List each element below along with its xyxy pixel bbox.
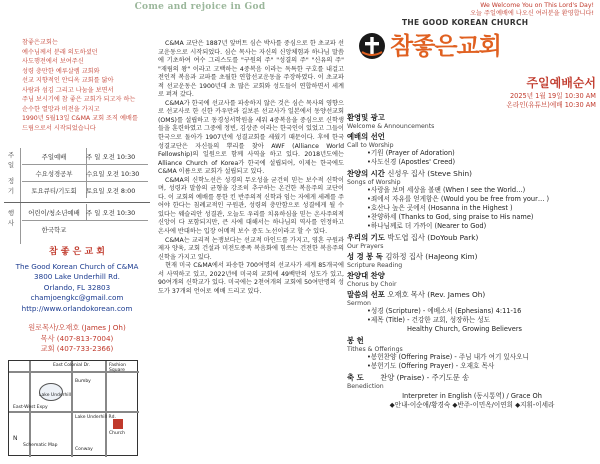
article-paragraph: C&MA가 한국에 선교사를 파송하지 않은 것은 심슨 목사의 영향으로 선교사로 한 신한 카우만과 길보른 선교사가 일본에서 동양선교회(OMS)를 설립하고 동경성서학원을 세워 4중복음을 중심으로 신학생들을 훈련하였고 그중에 정빈, 김상준 이라는 한국인이 있었고 그들이 한국으로 돌아가 1907년에 성결교회를 세웠기 때문이다. 후에 한국 성결교단은 자신들의 뿌리를 찾아 AWF (Alliance World Fellowship)의 일원으로 함께 사역을 하고 있다. 2018년도에는 Alliance Church of Korea가 한국에 설립되어, 이제는 한국에도 C&MA 이름으로 교회가 설립되고 있다. <box>158 99 344 176</box>
logo-church-english: THE GOOD KOREAN CHURCH <box>402 18 529 27</box>
order-english: Welcome & Announcements <box>347 123 435 130</box>
schedule-row <box>22 182 148 198</box>
order-item-sermon <box>347 290 597 334</box>
intro-line: 사도행전에서 보여주신 <box>22 58 84 65</box>
pastor-phone: 목사 (407-813-7004) <box>40 333 114 343</box>
order-heading <box>347 373 597 383</box>
intro-block <box>4 38 150 133</box>
intro-line: 사람과 섬김 그리고 나눔을 보면서 <box>22 86 114 94</box>
intro-line: 참좋은교회는 <box>22 39 58 46</box>
map-label: Church <box>109 431 125 436</box>
map-label: Bumby <box>75 379 91 384</box>
church-name-english: The Good Korean Church of C&MA <box>15 261 139 271</box>
map-label: Lake Underhill Rd. <box>75 415 116 420</box>
schedule-name: 수요성경공부 <box>35 169 73 178</box>
order-english: Tithes & Offerings <box>347 346 403 353</box>
intro-line: 선교 지향적인 안디옥 교회를 닮아 <box>22 77 114 84</box>
sermon-scripture: •성경 (Scripture) - 에베소서 (Ephesians) 4:11-16 <box>367 307 522 315</box>
map-label: N <box>13 435 18 442</box>
song-item: •죄에서 자유를 얻게함은 (Would you be free from your… ) <box>367 195 550 203</box>
intro-line: 1990년 5월13일 C&MA 교회 조직 예배를 <box>22 115 138 122</box>
order-heading-text: 찬양의 시간 <box>347 169 385 178</box>
service-online: 온라인(유튜브)예배 10:30 AM <box>506 101 596 109</box>
order-item-welcome <box>347 113 597 130</box>
church-name-korean: 참 좋 은 교 회 <box>48 247 105 257</box>
order-leader: 김하정 집사 (HaJeong Kim) <box>385 252 478 261</box>
schedule-label-sunday: 주 일 <box>7 151 15 169</box>
intro-line: 예수님께서 분래 의도하셨던 <box>22 48 98 56</box>
order-english: Call to Worship <box>347 142 394 149</box>
order-item-choir <box>347 271 597 288</box>
church-address-line1: 3800 Lake Underhill Rd. <box>34 272 120 281</box>
article-paragraph: C&MA의 신학노선은 성경의 무오성을 굳건히 믿는 보수적 신학이며, 성령과 말씀의 균형을 강조히 추구하는 온건한 복음주의 교단이다. 이 교회의 예배를 통한 킨 반주의적 신학과 임는 자에게 세례를 주어야 한다는 침례교적인 구원관, 성령의 충만함으로 성결에게 될 수 있다는 웨슬리안 성결관, 오늘도 우리를 치유하심을 믿는 온사주의적 신앙이 다 포함되지만, 큰 사에 대해서는 하나님의 역사를 인정하고 온사에 반대하는 입장 어메적 보수 중도 노선이라고 할 수 있다. <box>158 176 344 236</box>
schedule-divider <box>20 148 21 244</box>
order-heading <box>347 169 597 179</box>
logo-church-korean: 참좋은교회 <box>390 32 501 60</box>
order-english: Benediction <box>347 383 384 390</box>
song-item: •사랑을 보며 세상을 볼팬 (When I see the World…) <box>367 186 526 194</box>
order-item-benediction <box>347 373 597 390</box>
order-heading <box>347 252 597 262</box>
welcome-english: We Welcome You on This Lord's Day! <box>480 2 594 9</box>
order-english: Sermon <box>347 300 371 307</box>
order-heading: 환영및 광고 <box>347 113 385 122</box>
schedule-name: 한국학교 <box>41 225 67 234</box>
map-label: Lake Underhill <box>39 393 72 398</box>
order-item-call <box>347 132 597 167</box>
schedule-rule <box>4 202 150 203</box>
order-heading-text: 성 경 봉 독 <box>347 252 383 261</box>
church-email[interactable]: chamjoengkc@gmail.com <box>30 293 124 302</box>
order-heading <box>347 290 597 300</box>
intro-line: 순수한 열망과 비전을 가지고 <box>22 105 100 113</box>
intro-line: 드림으로서 시작되었습니다 <box>22 124 96 132</box>
order-subitem: •기원 (Prayer of Adoration) <box>367 149 455 157</box>
order-english: Chorus by Choir <box>347 281 397 288</box>
church-phone: 교회 (407-733-2366) <box>40 344 114 353</box>
order-heading: 봉 헌 <box>347 336 364 345</box>
location-map <box>8 360 138 456</box>
order-leader: 찬양 (Praise) - 주기도문 송 <box>380 373 470 382</box>
order-heading: 찬양대 찬양 <box>347 271 385 280</box>
schedule-name: 주일예배 <box>41 152 67 161</box>
order-item-prayer <box>347 233 597 250</box>
order-leader: 오재호 목사 (Rev. James Oh) <box>387 290 486 299</box>
intro-line: 주님 보시기에 참 좋은 교회가 되고자 하는 <box>22 96 136 103</box>
article-paragraph: C&MA는 교리적 논쟁보다는 선교적 마인드를 가지고, 영혼 구원과 제자 양육, 교회 건설과 미전도종족 복음화에 힘쓰는 건전한 복음주의 신학을 가지고 있다. <box>158 236 344 261</box>
welcome-korean: 오늘 주일예배에 나오신 여러분을 환영합니다! <box>470 10 594 17</box>
map-label: Fashion Square <box>109 363 126 373</box>
sermon-title: •제목 (Title) - 건강한 교회, 성장하는 성도 <box>367 316 491 324</box>
order-heading: 예배의 선언 <box>347 132 385 141</box>
intro-line: 성령 충만한 예루살렘 교회와 <box>22 67 100 75</box>
schedule-label-event: 행 사 <box>7 209 15 227</box>
order-subitem: •사도신경 (Apostles' Creed) <box>367 158 456 166</box>
schedule-time: 토요일 오전 8:00 <box>86 186 136 195</box>
schedule-name: 토요큐티/기도회 <box>31 186 77 195</box>
ushers-line: ◆안내-이순애/황경숙 ◆반주-이민옥/이연희 ◆지휘-이세라 <box>389 401 555 409</box>
order-heading <box>347 233 597 243</box>
sermon-title-english: Healthy Church, Growing Believers <box>407 325 522 333</box>
lake-shape <box>39 383 63 401</box>
schedule-row <box>22 204 148 220</box>
service-title: 주일예배순서 <box>526 76 596 90</box>
cma-article <box>158 40 344 296</box>
welcome-text <box>358 2 594 18</box>
song-item: •호산나 높은 곳에서 (Hosanna in the Highest ) <box>367 204 513 212</box>
order-heading-text: 말씀의 선포 <box>347 290 385 299</box>
church-cross-icon <box>358 32 386 60</box>
church-info <box>4 247 150 314</box>
map-road <box>71 361 73 457</box>
map-label: East Colonial Dr. <box>53 363 90 368</box>
church-logo <box>350 18 600 70</box>
order-of-worship <box>347 113 597 410</box>
order-english: Songs of Worship <box>347 179 401 186</box>
church-website[interactable]: http://www.orlandokorean.com <box>21 303 133 313</box>
order-heading-text: 우리의 기도 <box>347 233 385 242</box>
schedule-row <box>22 148 148 164</box>
schedule-name: 어린이/청소년예배 <box>28 208 80 217</box>
order-item-scripture <box>347 252 597 269</box>
schedule-label-weekly: 정 기 <box>7 177 15 195</box>
order-leader: 신성우 집사 (Steve Shin) <box>387 169 472 178</box>
map-label: East-West Expy <box>13 405 48 410</box>
order-subitem: •봉헌기도 (Offering Prayer) - 오재호 목사 <box>367 362 495 370</box>
service-info <box>420 92 596 110</box>
banner: Come and rejoice in God <box>134 2 266 12</box>
order-heading-text: 축 도 <box>347 373 364 382</box>
pastor-info <box>4 323 150 355</box>
map-label: Schematic Map <box>23 443 58 448</box>
map-road <box>105 361 107 457</box>
order-item-songs <box>347 169 597 231</box>
intro-text <box>22 38 150 133</box>
pastor-name: 원로목사/오재호 (James J Oh) <box>28 323 126 332</box>
schedule-time: 주 일 오전 10:30 <box>86 152 136 161</box>
schedule-time: 수요일 오전 10:30 <box>86 169 140 178</box>
order-english: Scripture Reading <box>347 262 403 269</box>
church-marker <box>113 419 123 429</box>
interpreter-line: Interpreter in English (동시통역) / Grace Oh <box>402 392 542 400</box>
schedule-row <box>22 165 148 181</box>
schedule-row <box>22 221 148 237</box>
order-subitem: •봉헌찬양 (Offering Praise) - 주님 내가 여기 있사오니 <box>367 353 529 361</box>
article-paragraph: 현재 미국 C&MA에서 파송한 700여명의 선교사가 세계 85개국에서 사역하고 있고, 2022년에 미국의 교회에 49백만의 성도가 있고, 90여개의 신학교가 있다. 미국에는 2천여개의 교회에 50여만명의 성도가 37개의 언어로 예배 드리고 있다. <box>158 262 344 295</box>
article-paragraph: C&MA 교단은 1887년 앞버트 심슨 박사를 중심으로 한 초교파 선교운동으로 시작되었다. 심슨 목사는 자신의 신앙체험과 하나님 말씀에 기초하여 여수 그리스도를 "구원의 주" "성결의 주" "신유의 주" "재림의 왕" 이라고 고백하는 4중복음 이라는 독특한 구호를 내걸고 전인적 복음과 교파를 초월한 연합선교운동을 주장하였다. 이 초교파적 선교운동은 1900년대 초 많은 교회와 성도들이 연합하면서 세계로 퍼져 갔다. <box>158 40 344 99</box>
order-item-tithes <box>347 336 597 371</box>
song-item: •찬양하세 (Thanks to God, sing praise to His name) <box>367 213 534 221</box>
service-date: 2025년 1월 19일 10:30 AM <box>509 92 596 100</box>
schedule-time: 주 일 오전 10:30 <box>86 208 136 217</box>
church-address-line2: Orlando, FL 32803 <box>43 282 111 292</box>
song-item: •하나님께로 더 가까이 (Nearer to God) <box>367 222 487 230</box>
order-english: Our Prayers <box>347 243 384 250</box>
map-label: Conway <box>75 447 93 452</box>
order-leader: 박도엽 집사 (DoYoub Park) <box>387 233 479 242</box>
